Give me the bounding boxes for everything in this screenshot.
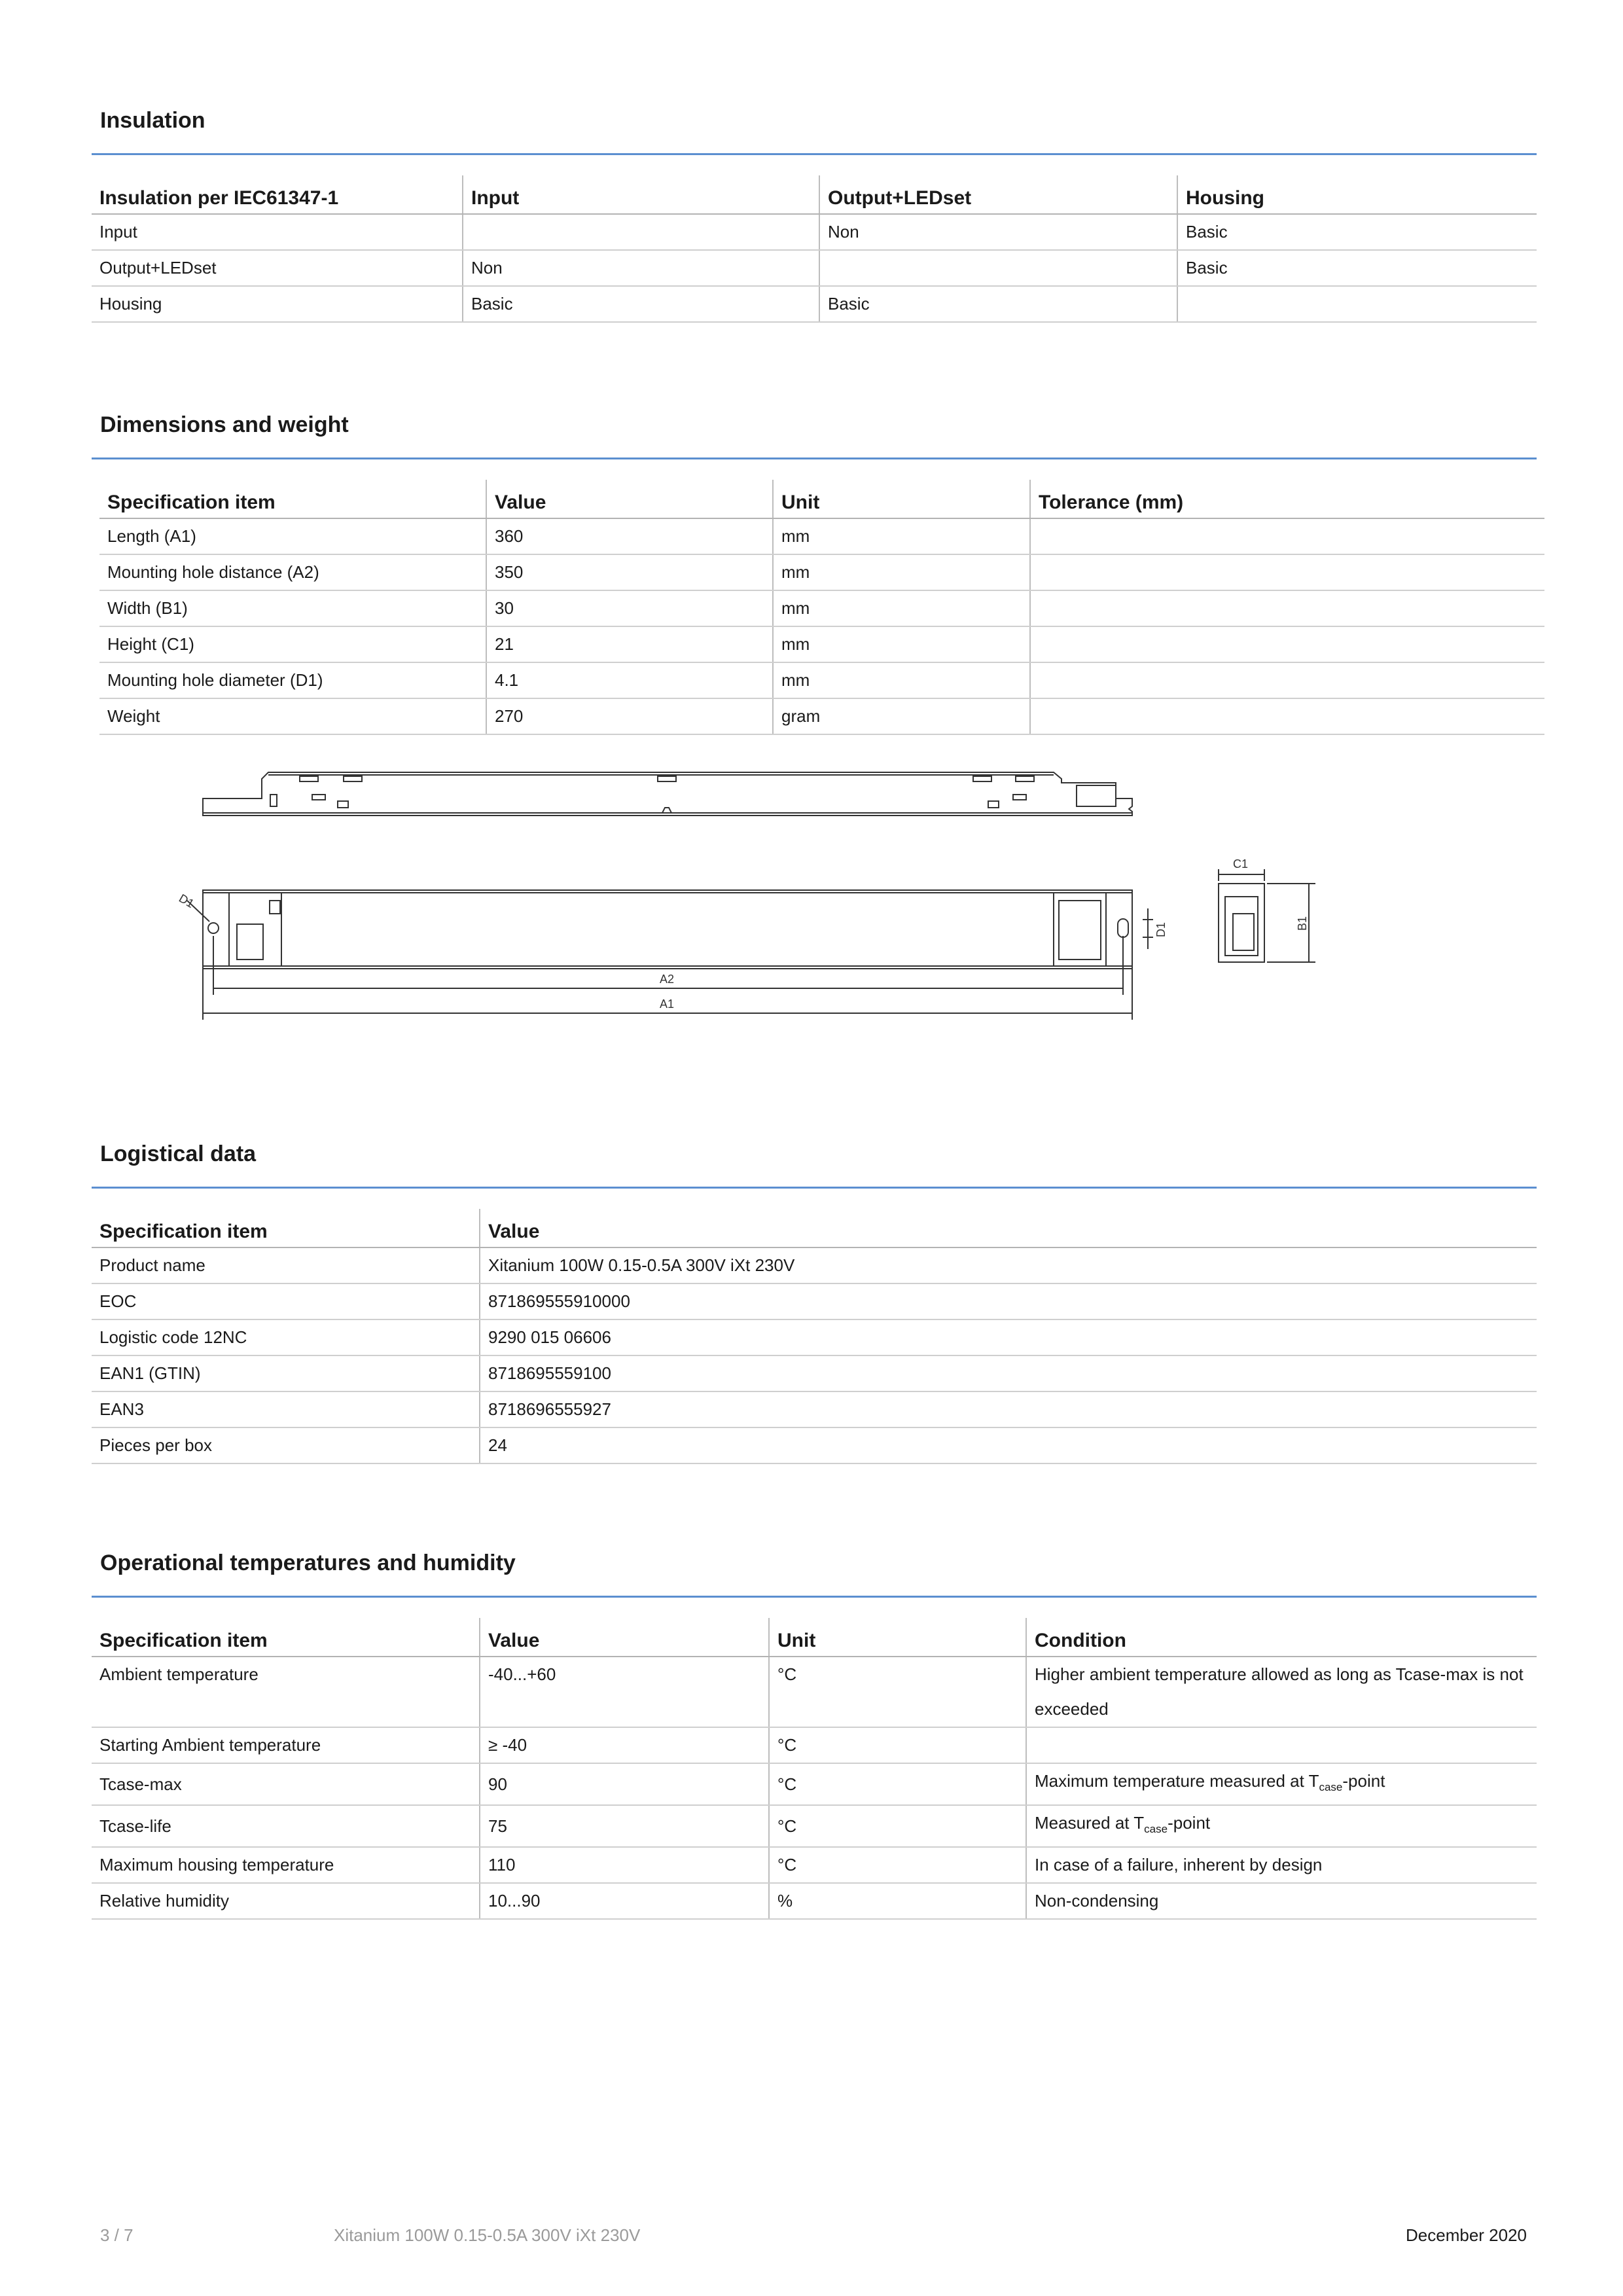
operational-table xyxy=(92,1618,1537,1920)
table-cell: mm xyxy=(773,554,1030,590)
table-cell: Product name xyxy=(92,1247,480,1283)
table-cell: 8718696555927 xyxy=(480,1391,1537,1427)
table-cell: -40...+60 xyxy=(480,1657,769,1727)
table-row xyxy=(92,1283,1537,1319)
dimensions-divider xyxy=(92,457,1537,459)
table-cell: Housing xyxy=(92,286,463,322)
condition-text: -point xyxy=(1342,1771,1385,1791)
table-cell: °C xyxy=(769,1763,1026,1805)
insulation-table xyxy=(92,175,1537,323)
table-cell: 75 xyxy=(480,1805,769,1847)
table-row xyxy=(92,1355,1537,1391)
table-cell: Width (B1) xyxy=(99,590,486,626)
table-row xyxy=(99,590,1544,626)
table-row xyxy=(92,214,1537,250)
table-cell: 30 xyxy=(486,590,773,626)
d1-right-label: D1 xyxy=(1154,922,1168,937)
side-view-outline xyxy=(203,772,1132,816)
table-cell: °C xyxy=(769,1847,1026,1883)
logistical-table xyxy=(92,1209,1537,1464)
table-header-row xyxy=(92,1618,1537,1657)
table-cell: In case of a failure, inherent by design xyxy=(1026,1847,1537,1883)
table-cell: Tcase-max xyxy=(92,1763,480,1805)
table-cell: Logistic code 12NC xyxy=(92,1319,480,1355)
table-cell: mm xyxy=(773,590,1030,626)
table-cell: 4.1 xyxy=(486,662,773,698)
table-cell: °C xyxy=(769,1727,1026,1763)
table-row xyxy=(92,1883,1537,1919)
footer-page-number: 3 / 7 xyxy=(100,2225,134,2245)
table-cell: Non-condensing xyxy=(1026,1883,1537,1919)
table-cell: Height (C1) xyxy=(99,626,486,662)
table-row xyxy=(92,1391,1537,1427)
column-header: Tolerance (mm) xyxy=(1030,480,1544,518)
table-cell: ≥ -40 xyxy=(480,1727,769,1763)
table-cell: Non xyxy=(819,214,1177,250)
table-cell: Pieces per box xyxy=(92,1427,480,1463)
table-cell: 21 xyxy=(486,626,773,662)
table-cell xyxy=(1030,518,1544,554)
column-header: Specification item xyxy=(99,480,486,518)
table-row xyxy=(92,1657,1537,1727)
table-cell: 360 xyxy=(486,518,773,554)
table-cell xyxy=(1026,1763,1537,1805)
dimensions-title: Dimensions and weight xyxy=(100,412,349,437)
table-cell: Basic xyxy=(463,286,819,322)
table-cell: Ambient temperature xyxy=(92,1657,480,1727)
column-header: Insulation per IEC61347-1 xyxy=(92,175,463,214)
condition-line: exceeded xyxy=(1035,1699,1109,1719)
table-cell: 110 xyxy=(480,1847,769,1883)
table-row xyxy=(99,626,1544,662)
table-header-row xyxy=(92,1209,1537,1247)
table-header-row xyxy=(92,175,1537,214)
table-cell: Maximum housing temperature xyxy=(92,1847,480,1883)
table-cell: Tcase-life xyxy=(92,1805,480,1847)
column-header: Specification item xyxy=(92,1618,480,1657)
table-cell: mm xyxy=(773,626,1030,662)
table-cell: Relative humidity xyxy=(92,1883,480,1919)
table-row xyxy=(92,1727,1537,1763)
table-row xyxy=(92,250,1537,286)
table-cell: gram xyxy=(773,698,1030,734)
table-cell: Basic xyxy=(1177,214,1537,250)
operational-divider xyxy=(92,1596,1537,1598)
c1-label: C1 xyxy=(1233,857,1249,870)
footer-date: December 2020 xyxy=(1406,2225,1527,2245)
table-row xyxy=(92,1805,1537,1847)
table-cell: 871869555910000 xyxy=(480,1283,1537,1319)
a1-label: A1 xyxy=(660,997,675,1011)
table-row xyxy=(99,662,1544,698)
condition-subscript: case xyxy=(1144,1823,1168,1836)
table-cell xyxy=(1030,662,1544,698)
dimension-drawing xyxy=(164,753,1342,1041)
table-cell xyxy=(463,214,819,250)
table-cell: Mounting hole distance (A2) xyxy=(99,554,486,590)
column-header: Value xyxy=(480,1618,769,1657)
table-cell: Length (A1) xyxy=(99,518,486,554)
table-row xyxy=(92,1247,1537,1283)
column-header: Unit xyxy=(773,480,1030,518)
table-cell: Weight xyxy=(99,698,486,734)
table-cell: % xyxy=(769,1883,1026,1919)
table-cell xyxy=(1030,590,1544,626)
table-row xyxy=(92,1319,1537,1355)
table-cell xyxy=(1026,1657,1537,1727)
column-header: Specification item xyxy=(92,1209,480,1247)
table-cell xyxy=(1026,1805,1537,1847)
table-cell: 8718695559100 xyxy=(480,1355,1537,1391)
table-cell xyxy=(1026,1727,1537,1763)
table-header-row xyxy=(99,480,1544,518)
table-cell xyxy=(1030,554,1544,590)
insulation-divider xyxy=(92,153,1537,155)
table-cell xyxy=(1177,286,1537,322)
a2-label: A2 xyxy=(660,973,675,986)
table-cell xyxy=(819,250,1177,286)
table-cell: Non xyxy=(463,250,819,286)
table-row xyxy=(92,1763,1537,1805)
logistical-divider xyxy=(92,1187,1537,1189)
column-header: Condition xyxy=(1026,1618,1537,1657)
table-cell: mm xyxy=(773,518,1030,554)
condition-subscript: case xyxy=(1319,1781,1343,1794)
table-cell: 270 xyxy=(486,698,773,734)
operational-title: Operational temperatures and humidity xyxy=(100,1551,516,1575)
table-cell: 350 xyxy=(486,554,773,590)
table-cell: 9290 015 06606 xyxy=(480,1319,1537,1355)
table-row xyxy=(92,1847,1537,1883)
condition-text: Measured at T xyxy=(1035,1813,1145,1833)
table-cell: Output+LEDset xyxy=(92,250,463,286)
table-cell: Xitanium 100W 0.15-0.5A 300V iXt 230V xyxy=(480,1247,1537,1283)
b1-label: B1 xyxy=(1296,916,1309,931)
table-cell: Starting Ambient temperature xyxy=(92,1727,480,1763)
d1-left-label: D1 xyxy=(177,891,196,910)
insulation-title: Insulation xyxy=(100,108,205,133)
table-cell: EAN1 (GTIN) xyxy=(92,1355,480,1391)
logistical-title: Logistical data xyxy=(100,1141,257,1166)
table-cell: 10...90 xyxy=(480,1883,769,1919)
table-row xyxy=(92,1427,1537,1463)
footer-product-name: Xitanium 100W 0.15-0.5A 300V iXt 230V xyxy=(334,2225,641,2245)
column-header: Value xyxy=(480,1209,1537,1247)
table-row xyxy=(99,518,1544,554)
column-header: Unit xyxy=(769,1618,1026,1657)
table-row xyxy=(92,286,1537,322)
table-row xyxy=(99,698,1544,734)
end-view-outline xyxy=(1219,869,1315,962)
table-cell: 24 xyxy=(480,1427,1537,1463)
table-cell: °C xyxy=(769,1805,1026,1847)
table-cell: EAN3 xyxy=(92,1391,480,1427)
table-cell: Basic xyxy=(819,286,1177,322)
top-view-outline xyxy=(187,890,1153,969)
table-row xyxy=(99,554,1544,590)
table-cell: Input xyxy=(92,214,463,250)
condition-text: -point xyxy=(1168,1813,1211,1833)
table-cell: Mounting hole diameter (D1) xyxy=(99,662,486,698)
condition-line: Higher ambient temperature allowed as long as Tcase-max is not xyxy=(1035,1664,1524,1684)
table-cell: EOC xyxy=(92,1283,480,1319)
table-cell xyxy=(1030,626,1544,662)
table-cell: Basic xyxy=(1177,250,1537,286)
condition-text: Maximum temperature measured at T xyxy=(1035,1771,1319,1791)
table-cell xyxy=(1030,698,1544,734)
table-cell: mm xyxy=(773,662,1030,698)
dimensions-table xyxy=(99,480,1544,735)
column-header: Output+LEDset xyxy=(819,175,1177,214)
table-cell: °C xyxy=(769,1657,1026,1727)
column-header: Input xyxy=(463,175,819,214)
table-cell: 90 xyxy=(480,1763,769,1805)
column-header: Value xyxy=(486,480,773,518)
column-header: Housing xyxy=(1177,175,1537,214)
